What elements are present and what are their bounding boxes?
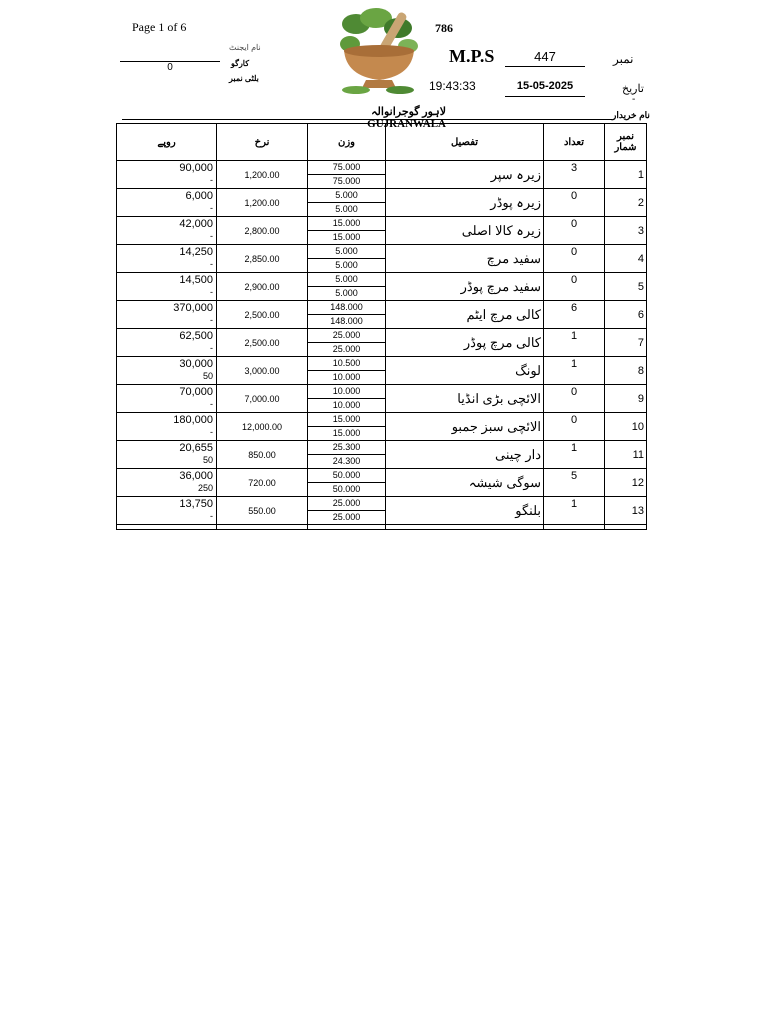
weight-gross: 25.000 <box>332 498 361 508</box>
amount-value: 370,000 <box>173 302 213 314</box>
item-serial: 1 <box>605 161 647 189</box>
item-description: زیرہ کالا اصلی <box>386 217 544 245</box>
table-row <box>117 301 647 329</box>
amount-value: 62,500 <box>179 330 213 342</box>
item-description: دار چینی <box>386 441 544 469</box>
amount-value: 14,250 <box>179 246 213 258</box>
table-row <box>117 441 647 469</box>
weight-gross: 25.000 <box>332 330 361 340</box>
weight-gross: 10.500 <box>332 358 361 368</box>
item-qty: 1 <box>544 497 605 525</box>
header-qty: تعداد <box>544 124 605 161</box>
date-dash: - <box>632 94 636 105</box>
item-serial: 10 <box>605 413 647 441</box>
rate-cell: 2,800.00 <box>217 217 308 245</box>
amount-cell <box>117 189 217 217</box>
weight-net: 75.000 <box>308 174 385 188</box>
amount-value: 36,000 <box>179 470 213 482</box>
page-label: Page 1 of 6 <box>132 20 187 34</box>
table-row <box>117 217 647 245</box>
amount-subvalue: - <box>210 259 213 269</box>
weight-net: 5.000 <box>308 286 385 300</box>
weight-gross: 15.000 <box>332 218 361 228</box>
weight-net: 24.300 <box>308 454 385 468</box>
weight-gross: 5.000 <box>335 190 358 200</box>
weight-gross: 148.000 <box>330 302 363 312</box>
weight-gross: 10.000 <box>332 386 361 396</box>
city-name: لاہور گوجرانوالہ GUJRANWALA <box>367 106 446 130</box>
item-serial: 4 <box>605 245 647 273</box>
item-qty: 0 <box>544 273 605 301</box>
table-row <box>117 385 647 413</box>
rate-cell: 3,000.00 <box>217 357 308 385</box>
item-qty: 5 <box>544 469 605 497</box>
item-description: زیرہ پوڈر <box>386 189 544 217</box>
weight-net: 25.000 <box>308 342 385 356</box>
header-weight: وزن <box>308 124 386 161</box>
bill-number: 447 <box>534 49 556 64</box>
item-serial: 8 <box>605 357 647 385</box>
table-row <box>117 357 647 385</box>
amount-subvalue: - <box>210 343 213 353</box>
table-row <box>117 413 647 441</box>
amount-subvalue: 50 <box>202 371 213 381</box>
amount-value: 180,000 <box>173 414 213 426</box>
item-qty: 0 <box>544 189 605 217</box>
item-serial: 11 <box>605 441 647 469</box>
amount-cell <box>117 273 217 301</box>
amount-subvalue: - <box>210 231 213 241</box>
weight-cell <box>308 245 386 273</box>
customer-label: نام خریدار <box>612 110 650 120</box>
item-qty: 1 <box>544 357 605 385</box>
date-label: تاریخ <box>622 83 644 95</box>
weight-cell <box>308 357 386 385</box>
table-row <box>117 497 647 525</box>
item-qty: 3 <box>544 161 605 189</box>
weight-net: 50.000 <box>308 482 385 496</box>
amount-cell <box>117 469 217 497</box>
weight-net: 15.000 <box>308 230 385 244</box>
item-serial: 13 <box>605 497 647 525</box>
item-description: سوگی شیشہ <box>386 469 544 497</box>
item-serial: 7 <box>605 329 647 357</box>
item-description: سفید مرچ پوڈر <box>386 273 544 301</box>
item-description: الائچی سبز جمبو <box>386 413 544 441</box>
amount-value: 70,000 <box>179 386 213 398</box>
agent-label: نام ایجنٹ <box>229 43 261 52</box>
weight-cell <box>308 469 386 497</box>
header-serial: نمبر شمار <box>605 124 647 161</box>
weight-gross: 5.000 <box>335 246 358 256</box>
amount-cell <box>117 161 217 189</box>
weight-net: 10.000 <box>308 398 385 412</box>
item-description: زیرہ سپر <box>386 161 544 189</box>
item-serial: 6 <box>605 301 647 329</box>
table-row <box>117 161 647 189</box>
rate-cell: 850.00 <box>217 441 308 469</box>
rate-cell: 720.00 <box>217 469 308 497</box>
weight-cell <box>308 413 386 441</box>
amount-value: 20,655 <box>179 442 213 454</box>
amount-value: 42,000 <box>179 218 213 230</box>
amount-subvalue: 50 <box>202 455 213 465</box>
header-rate: نرخ <box>217 124 308 161</box>
bismillah-code: 786 <box>435 21 453 35</box>
amount-value: 6,000 <box>185 190 213 202</box>
weight-cell <box>308 301 386 329</box>
amount-subvalue: - <box>210 427 213 437</box>
weight-cell <box>308 329 386 357</box>
rate-cell: 550.00 <box>217 497 308 525</box>
table-row <box>117 273 647 301</box>
amount-value: 14,500 <box>179 274 213 286</box>
table-header-row <box>117 124 647 161</box>
table-row <box>117 329 647 357</box>
weight-gross: 25.300 <box>332 442 361 452</box>
item-description: بلنگو <box>386 497 544 525</box>
item-qty: 0 <box>544 245 605 273</box>
weight-net: 25.000 <box>308 510 385 524</box>
amount-subvalue: - <box>210 287 213 297</box>
weight-gross: 15.000 <box>332 414 361 424</box>
weight-cell <box>308 189 386 217</box>
weight-cell <box>308 441 386 469</box>
item-qty: 0 <box>544 413 605 441</box>
rate-cell: 2,500.00 <box>217 301 308 329</box>
item-description: الائچی بڑی انڈیا <box>386 385 544 413</box>
item-description: کالی مرچ ایٹم <box>386 301 544 329</box>
weight-cell <box>308 497 386 525</box>
items-table <box>116 123 647 530</box>
amount-subvalue: - <box>210 315 213 325</box>
amount-value: 13,750 <box>179 498 213 510</box>
rate-cell: 1,200.00 <box>217 161 308 189</box>
rate-cell: 2,900.00 <box>217 273 308 301</box>
amount-subvalue: - <box>210 511 213 521</box>
amount-cell <box>117 301 217 329</box>
amount-subvalue: 250 <box>197 483 213 493</box>
weight-net: 5.000 <box>308 258 385 272</box>
header-amount: روپے <box>117 124 217 161</box>
bill-number-label: نمبر <box>613 52 634 66</box>
weight-net: 15.000 <box>308 426 385 440</box>
amount-cell <box>117 245 217 273</box>
amount-cell <box>117 217 217 245</box>
item-description: کالی مرچ پوڈر <box>386 329 544 357</box>
item-qty: 0 <box>544 385 605 413</box>
bilty-number-label: بلٹی نمبر <box>229 74 259 83</box>
amount-cell <box>117 497 217 525</box>
weight-cell <box>308 217 386 245</box>
weight-cell <box>308 161 386 189</box>
mortar-pestle-logo <box>336 6 422 94</box>
weight-net: 10.000 <box>308 370 385 384</box>
header-divider <box>122 119 612 120</box>
table-footer-spacer <box>117 525 647 530</box>
amount-value: 90,000 <box>179 162 213 174</box>
cargo-label: کارگو <box>231 59 250 68</box>
bill-time: 19:43:33 <box>429 79 476 93</box>
table-row <box>117 469 647 497</box>
company-name: M.P.S <box>449 46 495 66</box>
amount-cell <box>117 441 217 469</box>
weight-cell <box>308 273 386 301</box>
weight-gross: 5.000 <box>335 274 358 284</box>
amount-cell <box>117 357 217 385</box>
item-qty: 6 <box>544 301 605 329</box>
item-serial: 2 <box>605 189 647 217</box>
bill-date-underline <box>505 96 585 97</box>
rate-cell: 2,500.00 <box>217 329 308 357</box>
item-serial: 9 <box>605 385 647 413</box>
weight-cell <box>308 385 386 413</box>
rate-cell: 2,850.00 <box>217 245 308 273</box>
amount-subvalue: - <box>210 203 213 213</box>
weight-net: 148.000 <box>308 314 385 328</box>
rate-cell: 7,000.00 <box>217 385 308 413</box>
item-serial: 3 <box>605 217 647 245</box>
amount-subvalue: - <box>210 399 213 409</box>
weight-gross: 50.000 <box>332 470 361 480</box>
weight-gross: 75.000 <box>332 162 361 172</box>
bill-number-underline <box>505 66 585 67</box>
agent-value: 0 <box>167 62 173 73</box>
amount-subvalue: - <box>210 175 213 185</box>
item-serial: 12 <box>605 469 647 497</box>
item-serial: 5 <box>605 273 647 301</box>
table-row <box>117 245 647 273</box>
amount-cell <box>117 413 217 441</box>
table-row <box>117 189 647 217</box>
rate-cell: 1,200.00 <box>217 189 308 217</box>
item-description: سفید مرچ <box>386 245 544 273</box>
item-qty: 0 <box>544 217 605 245</box>
item-description: لونگ <box>386 357 544 385</box>
amount-value: 30,000 <box>179 358 213 370</box>
rate-cell: 12,000.00 <box>217 413 308 441</box>
amount-cell <box>117 385 217 413</box>
bill-date: 15-05-2025 <box>516 80 574 92</box>
header-detail: تفصیل <box>386 124 544 161</box>
item-qty: 1 <box>544 441 605 469</box>
item-qty: 1 <box>544 329 605 357</box>
amount-cell <box>117 329 217 357</box>
weight-net: 5.000 <box>308 202 385 216</box>
